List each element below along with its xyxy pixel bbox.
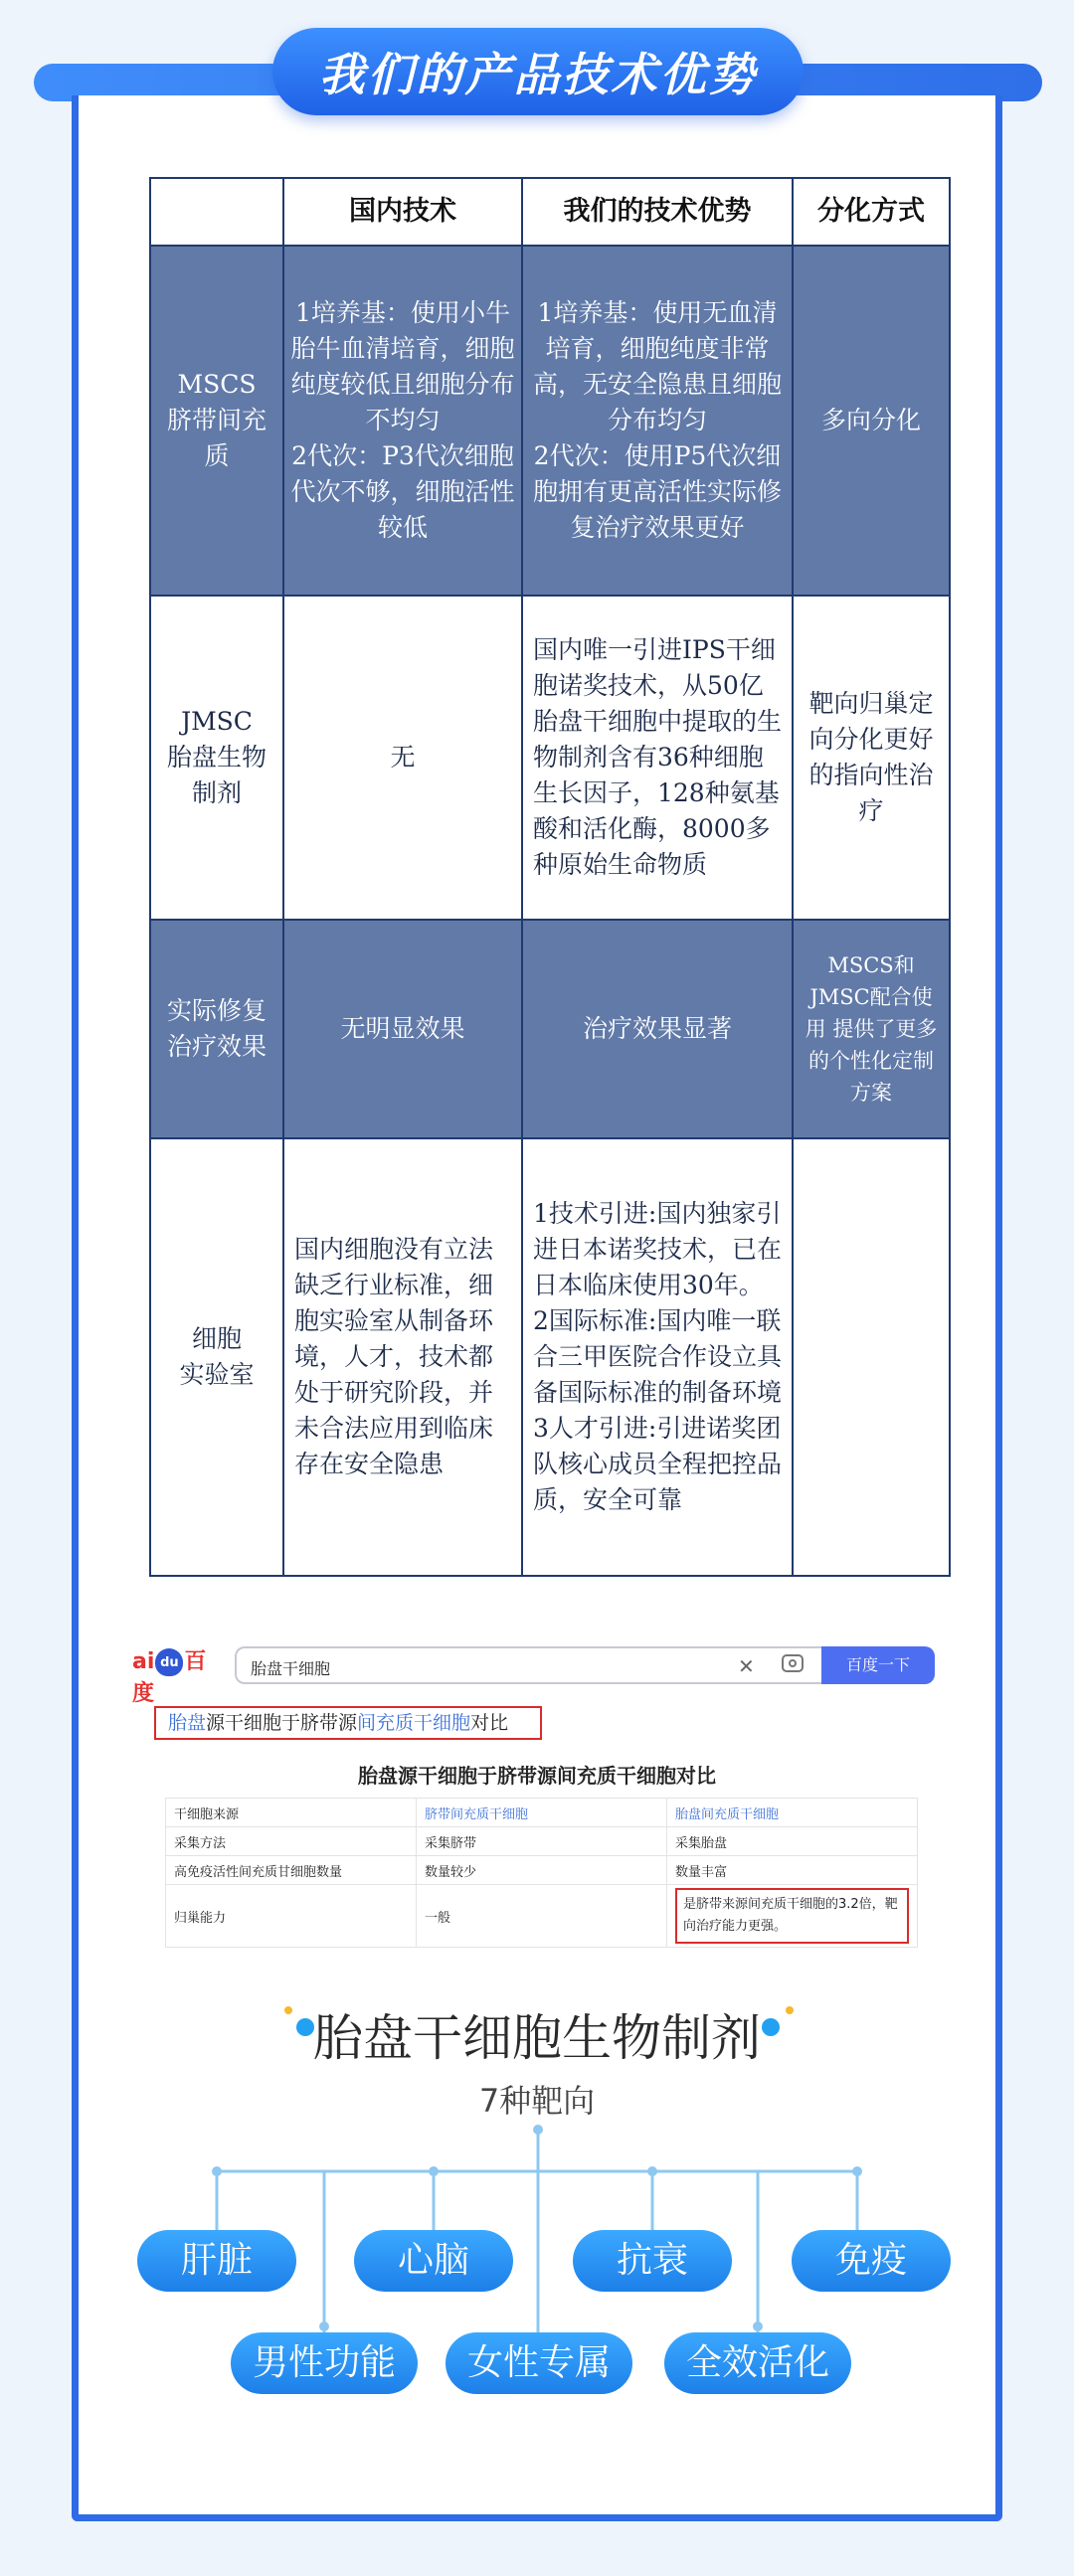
domestic-cell: 无明显效果 bbox=[283, 920, 522, 1138]
domestic-cell: 无 bbox=[283, 596, 522, 920]
ours-cell: 治疗效果显著 bbox=[522, 920, 793, 1138]
ours-cell: 国内唯一引进IPS干细胞诺奖技术，从50亿胎盘干细胞中提取的生物制剂含有36种细胞生长因子，128种氨基酸和活化酶，8000多种原始生命物质 bbox=[522, 596, 793, 920]
table-cell: 采集胎盘 bbox=[667, 1827, 918, 1856]
result-heading: 胎盘源干细胞于脐带源间充质干细胞对比 bbox=[358, 1764, 716, 1788]
result-title-part: 源干细胞于脐带源 bbox=[206, 1712, 358, 1734]
table-cell: 数量较少 bbox=[417, 1856, 667, 1885]
table-cell-link[interactable]: 脐带间充质干细胞 bbox=[417, 1799, 667, 1827]
method-cell: 靶向归巢定向分化更好的指向性治疗 bbox=[793, 596, 950, 920]
search-query: 胎盘干细胞 bbox=[251, 1659, 331, 1678]
row-label: MSCS 脐带间充质 bbox=[150, 246, 283, 596]
row-label: JMSC 胎盘生物制剂 bbox=[150, 596, 283, 920]
table-cell: 一般 bbox=[417, 1885, 667, 1948]
ours-cell: 1培养基：使用无血清培育，细胞纯度非常高，无安全隐患且细胞分布均匀 2代次：使用P5代次细胞拥有更高活性实际修复治疗效果更好 bbox=[522, 246, 793, 596]
target-pill-male: 男性功能 bbox=[231, 2332, 418, 2394]
baidu-logo-text: 百度 bbox=[132, 1649, 207, 1706]
page-title: 我们的产品技术优势 bbox=[272, 28, 804, 115]
highlight-box: 是脐带来源间充质干细胞的3.2倍，靶向治疗能力更强。 bbox=[675, 1888, 909, 1944]
header-cell: 国内技术 bbox=[283, 178, 522, 246]
result-title-part: 间充质干细胞 bbox=[357, 1712, 471, 1734]
method-cell: 多向分化 bbox=[793, 246, 950, 596]
result-title-part: 胎盘 bbox=[168, 1712, 207, 1734]
target-pill-anti-aging: 抗衰 bbox=[573, 2230, 732, 2292]
row-label: 实际修复 治疗效果 bbox=[150, 920, 283, 1138]
header-cell: 我们的技术优势 bbox=[522, 178, 793, 246]
domestic-cell: 国内细胞没有立法缺乏行业标准，细胞实验室从制备环境，人才，技术都处于研究阶段，并未合法应用到临床存在安全隐患 bbox=[283, 1138, 522, 1576]
table-cell: 数量丰富 bbox=[667, 1856, 918, 1885]
bio-title: 胎盘干细胞生物制剂 bbox=[313, 2009, 761, 2067]
target-pill-liver: 肝脏 bbox=[137, 2230, 296, 2292]
ours-cell: 1技术引进:国内独家引进日本诺奖技术，已在日本临床使用30年。 2国际标准:国内唯一联合三甲医院合作设立具备国际标准的制备环境 3人才引进:引进诺奖团队核心成员全程把控品质，安全可靠 bbox=[522, 1138, 793, 1576]
target-pill-heart-brain: 心脑 bbox=[354, 2230, 513, 2292]
close-icon[interactable]: ✕ bbox=[738, 1654, 755, 1678]
method-cell: MSCS和JMSC配合使用 提供了更多的个性化定制方案 bbox=[793, 920, 950, 1138]
table-cell: 采集脐带 bbox=[417, 1827, 667, 1856]
table-cell: 高免疫活性间充质甘细胞数量 bbox=[166, 1856, 417, 1885]
row-label: 细胞 实验室 bbox=[150, 1138, 283, 1576]
paw-icon: du bbox=[155, 1648, 183, 1676]
target-pill-female: 女性专属 bbox=[446, 2332, 632, 2394]
target-pill-activation: 全效活化 bbox=[664, 2332, 851, 2394]
table-cell-link[interactable]: 胎盘间充质干细胞 bbox=[667, 1799, 918, 1827]
table-cell: 采集方法 bbox=[166, 1827, 417, 1856]
search-button[interactable]: 百度一下 bbox=[821, 1646, 935, 1684]
table-cell: 归巢能力 bbox=[166, 1885, 417, 1948]
target-pill-immunity: 免疫 bbox=[792, 2230, 951, 2292]
table-cell: 干细胞来源 bbox=[166, 1799, 417, 1827]
bio-subtitle: 7种靶向 bbox=[478, 2082, 596, 2120]
header-cell: 分化方式 bbox=[793, 178, 950, 246]
result-title-part: 对比 bbox=[470, 1712, 509, 1734]
baidu-logo-ai: ai bbox=[132, 1649, 155, 1674]
domestic-cell: 1培养基：使用小牛胎牛血清培育，细胞纯度较低且细胞分布不均匀 2代次：P3代次细胞代次不够，细胞活性较低 bbox=[283, 246, 522, 596]
